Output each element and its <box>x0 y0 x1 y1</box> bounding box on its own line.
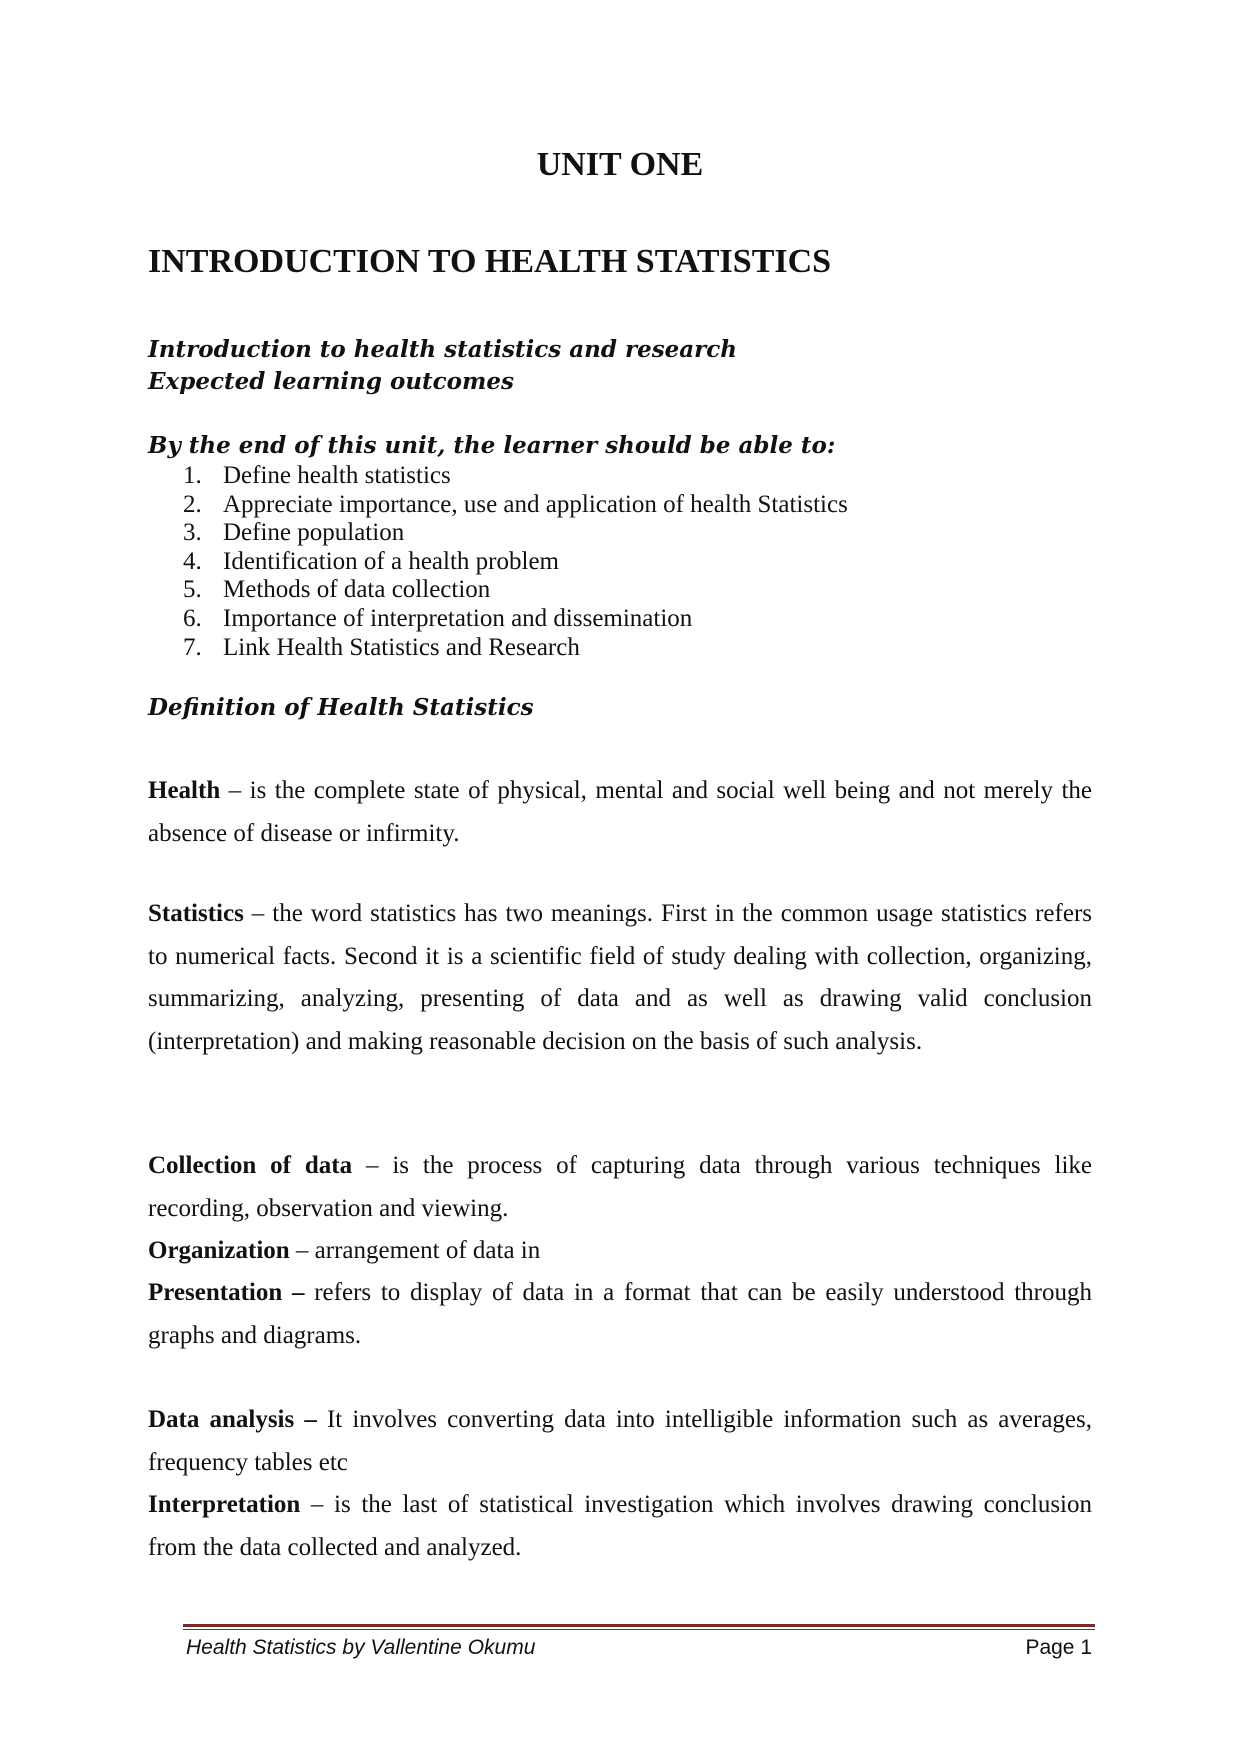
footer-rule <box>183 1624 1095 1627</box>
list-item <box>148 576 848 605</box>
text-presentation: refers to display of data in a format that can be easily understood through graphs and diagrams. <box>148 1279 1092 1349</box>
definition-collection <box>148 1145 1092 1230</box>
text-collection: – is the process of capturing data through various techniques like recording, observation and viewing. <box>148 1152 1092 1222</box>
page-number: Page 1 <box>1025 1636 1092 1659</box>
outcomes-list <box>148 462 848 662</box>
definition-analysis <box>148 1399 1092 1484</box>
term-organization: Organization <box>148 1237 290 1264</box>
list-item <box>148 634 848 663</box>
text-health: – is the complete state of physical, mental and social well being and not merely the absence of disease or infirmity. <box>148 777 1092 847</box>
list-text: Link Health Statistics and Research <box>223 633 580 661</box>
term-presentation: Presentation – <box>148 1279 305 1306</box>
definition-organization <box>148 1230 1092 1273</box>
list-item <box>148 462 848 491</box>
list-text: Appreciate importance, use and application of health Statistics <box>223 490 848 518</box>
text-statistics: – the word statistics has two meanings. First in the common usage statistics refers to numerical facts. Second it is a scientific field of study dealing with collection, organizing, summarizing, analyzing, presenting of data and as well as drawing valid conclusion (interpretation) and making reasonable decision on the basis of such analysis. <box>148 900 1092 1055</box>
subtitle-outcomes: Expected learning outcomes <box>148 368 514 395</box>
term-collection: Collection of data <box>148 1152 353 1179</box>
list-number: 2. <box>183 490 202 518</box>
term-analysis: Data analysis – <box>148 1406 317 1433</box>
text-analysis: It involves converting data into intelligible information such as averages, frequency tables etc <box>148 1406 1092 1476</box>
list-item <box>148 605 848 634</box>
text-interpretation: – is the last of statistical investigation which involves drawing conclusion from the data collected and analyzed. <box>148 1491 1092 1561</box>
list-number: 7. <box>183 633 202 661</box>
lead-in: By the end of this unit, the learner should be able to: <box>148 432 836 459</box>
list-item <box>148 491 848 520</box>
list-item <box>148 548 848 577</box>
term-health: Health <box>148 777 221 804</box>
text-organization: – arrangement of data in <box>289 1237 541 1264</box>
definition-health <box>148 770 1092 855</box>
list-number: 1. <box>183 462 202 489</box>
list-number: 3. <box>183 519 202 547</box>
unit-title: UNIT ONE <box>536 146 704 183</box>
definition-presentation <box>148 1272 1092 1357</box>
definition-heading: Definition of Health Statistics <box>148 694 534 721</box>
footer-author: Health Statistics by Vallentine Okumu <box>186 1636 536 1659</box>
list-text: Methods of data collection <box>223 576 491 604</box>
main-title: INTRODUCTION TO HEALTH STATISTICS <box>148 243 832 280</box>
definition-interpretation <box>148 1484 1092 1569</box>
list-item <box>148 519 848 548</box>
list-number: 6. <box>183 604 202 632</box>
list-number: 4. <box>183 547 202 575</box>
list-text: Define population <box>223 519 405 547</box>
subtitle-intro: Introduction to health statistics and research <box>148 336 738 363</box>
list-text: Identification of a health problem <box>223 547 559 575</box>
list-text: Define health statistics <box>223 462 451 489</box>
definition-statistics <box>148 893 1092 1063</box>
footer-rule-thin <box>183 1629 1095 1630</box>
term-interpretation: Interpretation <box>148 1491 301 1518</box>
list-text: Importance of interpretation and dissemination <box>223 604 693 632</box>
term-statistics: Statistics <box>148 900 244 927</box>
list-number: 5. <box>183 576 202 604</box>
